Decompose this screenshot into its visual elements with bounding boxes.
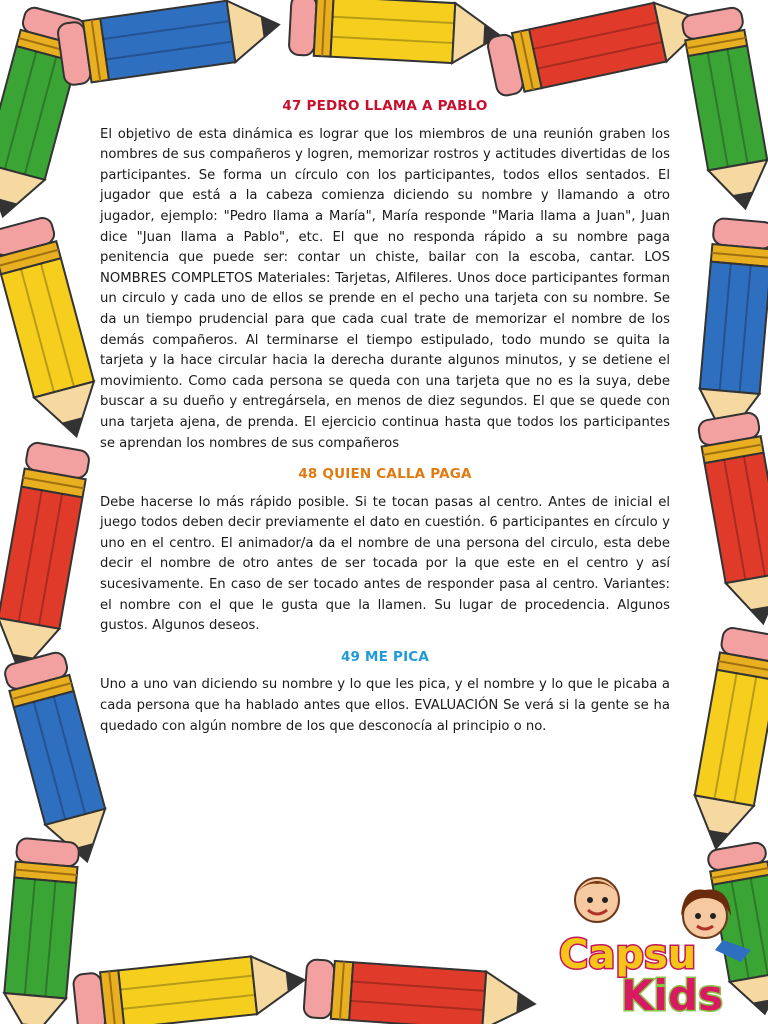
pencil-top-3-icon xyxy=(486,0,714,97)
pencil-bottom-2-icon xyxy=(303,959,536,1024)
section-body-49: Uno a uno van diciendo su nombre y lo que les pica, y el nombre y lo que le picaba a cada persona que ha hablado antes que ellos. EVALUACIÓN Se verá si la gente se ha quedado con algún nombre de los que desconocía al principio o no. xyxy=(100,677,670,734)
section-title-47: 47 PEDRO LLAMA A PABLO xyxy=(282,98,488,114)
logo-word-capsu: Capsu xyxy=(559,932,697,978)
pencil-left-5-icon xyxy=(0,838,79,1024)
pencil-bottom-1-icon xyxy=(73,951,308,1024)
logo-word-kids: Kids xyxy=(621,971,724,1020)
section-body-47: El objetivo de esta dinámica es lograr que los miembros de una reunión graben los nombres de sus compañeros y logren, memorizar rostros y actitudes divertidas de los participantes. Se forma un círculo con los participantes, todos ellos sentados. El jugador que está a la cabeza comienza diciendo su nombre y llamando a otro jugador, ejemplo: "Pedro llama a María", María responde "Maria llama a Juan", Juan dice "Juan llama a Pablo", etc. El que no responda rápido a su nombre paga penitencia que puede ser: contar un chiste, bailar con la escoba, cantar. LOS NOMBRES COMPLETOS Materiales: Tarjetas, Alfileres. Unos doce participantes forman un circulo y cada uno de ellos se prende en el pecho una tarjeta con su nombre. Se da un tiempo prudencial para que cada cual trate de memorizar el nombre de los demás compañeros. Al terminarse el tiempo estipulado, todo mundo se quita la tarjeta y la hace circular hacia la derecha durante algunos minutos, y se detiene el movimiento. Como cada persona se queda con una tarjeta que no es la suya, debe buscar a su dueño y entregársela, en menos de diez segundos. El que se quede con una tarjeta ajena, de prenda. El ejercicio continua hasta que todos los participantes se aprendan los nombres de sus compañeros xyxy=(100,126,670,451)
kid-boy-icon xyxy=(575,878,619,922)
pencil-right-1-icon xyxy=(681,6,768,213)
section-title-48: 48 QUIEN CALLA PAGA xyxy=(298,466,472,483)
pencil-right-3-icon xyxy=(697,411,768,628)
section-body-48: Debe hacerse lo más rápido posible. Si te tocan pasas al centro. Antes de inicial el juego todos deben decir previamente el dato en cuestión. 6 participantes en círculo y uno en el centro. El animador/a da el nombre de una persona del circulo, esta debe decir el nombre de otro antes de ser tocada por la que este en el centro y así sucesivamente. En caso de ser tocado antes de responder pasa al centro. Variantes: el nombre con el que le gusta que la llamen. Su lugar de procedencia. Algunos gustos. Algunos deseos. xyxy=(100,494,670,634)
document-content xyxy=(100,96,670,747)
pencil-top-2-icon xyxy=(289,0,502,65)
pencil-left-2-icon xyxy=(0,216,106,445)
capsu-kids-logo xyxy=(555,870,755,1020)
pencil-right-2-icon xyxy=(696,218,768,442)
section-title-49: 49 ME PICA xyxy=(340,648,430,665)
pencil-top-1-icon xyxy=(57,0,283,86)
pencil-left-3-icon xyxy=(0,441,90,678)
pencil-right-4-icon xyxy=(686,626,768,853)
